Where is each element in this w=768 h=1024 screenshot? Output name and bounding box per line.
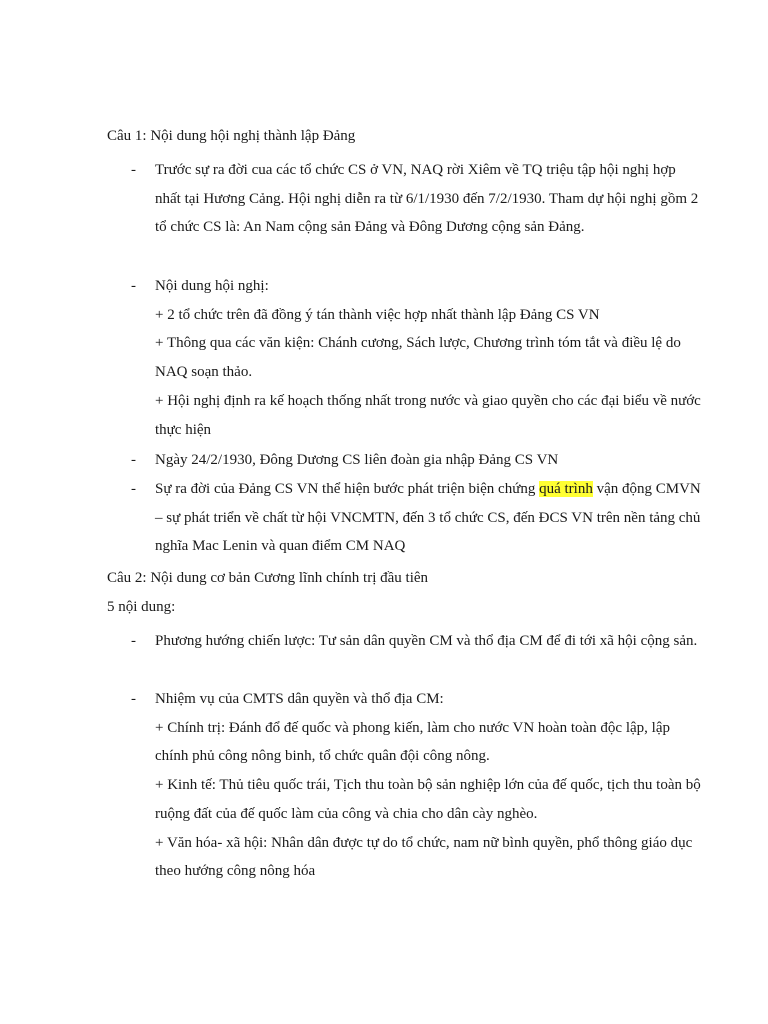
q1-item3-text [155, 446, 703, 475]
highlighted-text: quá trình [539, 481, 593, 497]
q1-item2-sub2: + Thông qua các văn kiện: Chánh cương, Sách lược, Chương trình tóm tắt và điều lệ do NAQ soạn thảo. [155, 335, 681, 381]
q1-item2-sub3: + Hội nghị định ra kế hoạch thống nhất trong nước và giao quyền cho các đại biểu về nước thực hiện [155, 392, 701, 438]
q1-item1-text [155, 156, 703, 242]
q2-subtitle: 5 nội dung: [107, 599, 176, 615]
q2-item2-sub1: + Chính trị: Đánh đổ đế quốc và phong kiến, làm cho nước VN hoàn toàn độc lập, lập chính phủ công nông binh, tổ chức quân đội công nông. [155, 719, 670, 765]
q2-item2-sub3: + Văn hóa- xã hội: Nhân dân được tự do tổ chức, nam nữ bình quyền, phổ thông giáo dục theo hướng công nông hóa [155, 834, 693, 880]
q2-item2-sub2: + Kinh tế: Thủ tiêu quốc trái, Tịch thu toàn bộ sản nghiệp lớn của đế quốc, tịch thu toàn bộ ruộng đất của đế quốc làm của công và chia cho dân cày nghèo. [155, 777, 701, 822]
q1-item4-text [155, 475, 703, 561]
q1-item4-paragraph [155, 475, 703, 561]
q2-item2-block [155, 685, 703, 886]
q1-item1-bullet: - [131, 162, 136, 178]
q2-item2-bullet: - [131, 691, 136, 707]
q2-item1-bullet: - [131, 633, 136, 649]
q1-item4-text-before: Sự ra đời của Đảng CS VN thể hiện bước phát triện biện chứng [155, 481, 540, 497]
q2-item2-paragraph: Nhiệm vụ của CMTS dân quyền và thổ địa CM: [155, 691, 444, 707]
q1-item2-sub1: + 2 tổ chức trên đã đồng ý tán thành việc hợp nhất thành lập Đảng CS VN [155, 306, 600, 323]
q1-heading: Câu 1: Nội dung hội nghị thành lập Đảng [107, 128, 356, 144]
q1-item4-text-after: vận động CMVN – sự phát triển về chất từ hội VNCMTN, đến 3 tổ chức CS, đến ĐCS VN trên nền tảng chủ nghĩa Mac Lenin và quan điểm CM NAQ [155, 481, 701, 555]
q2-item1-text [155, 627, 703, 656]
q1-item4-bullet: - [131, 481, 136, 497]
q1-item3-bullet: - [131, 452, 136, 468]
q2-heading: Câu 2: Nội dung cơ bản Cương lĩnh chính trị đầu tiên [107, 570, 429, 586]
q1-item2-block [155, 272, 703, 444]
q1-item2-bullet: - [131, 278, 136, 294]
q1-item1-paragraph: Trước sự ra đời cua các tổ chức CS ở VN, NAQ rời Xiêm về TQ triệu tập hội nghị hợp nhất tại Hương Cảng. Hội nghị diễn ra từ 6/1/1930 đến 7/2/1930. Tham dự hội nghị gồm 2 tổ chức CS là: An Nam cộng sản Đảng và Đông Dương cộng sản Đảng. [155, 162, 699, 236]
q1-item2-paragraph: Nội dung hội nghị: [155, 278, 269, 294]
q1-item3-paragraph: Ngày 24/2/1930, Đông Dương CS liên đoàn gia nhập Đảng CS VN [155, 452, 559, 468]
q2-item1-paragraph: Phương hướng chiến lược: Tư sản dân quyền CM và thổ địa CM để đi tới xã hội cộng sản. [155, 633, 698, 649]
